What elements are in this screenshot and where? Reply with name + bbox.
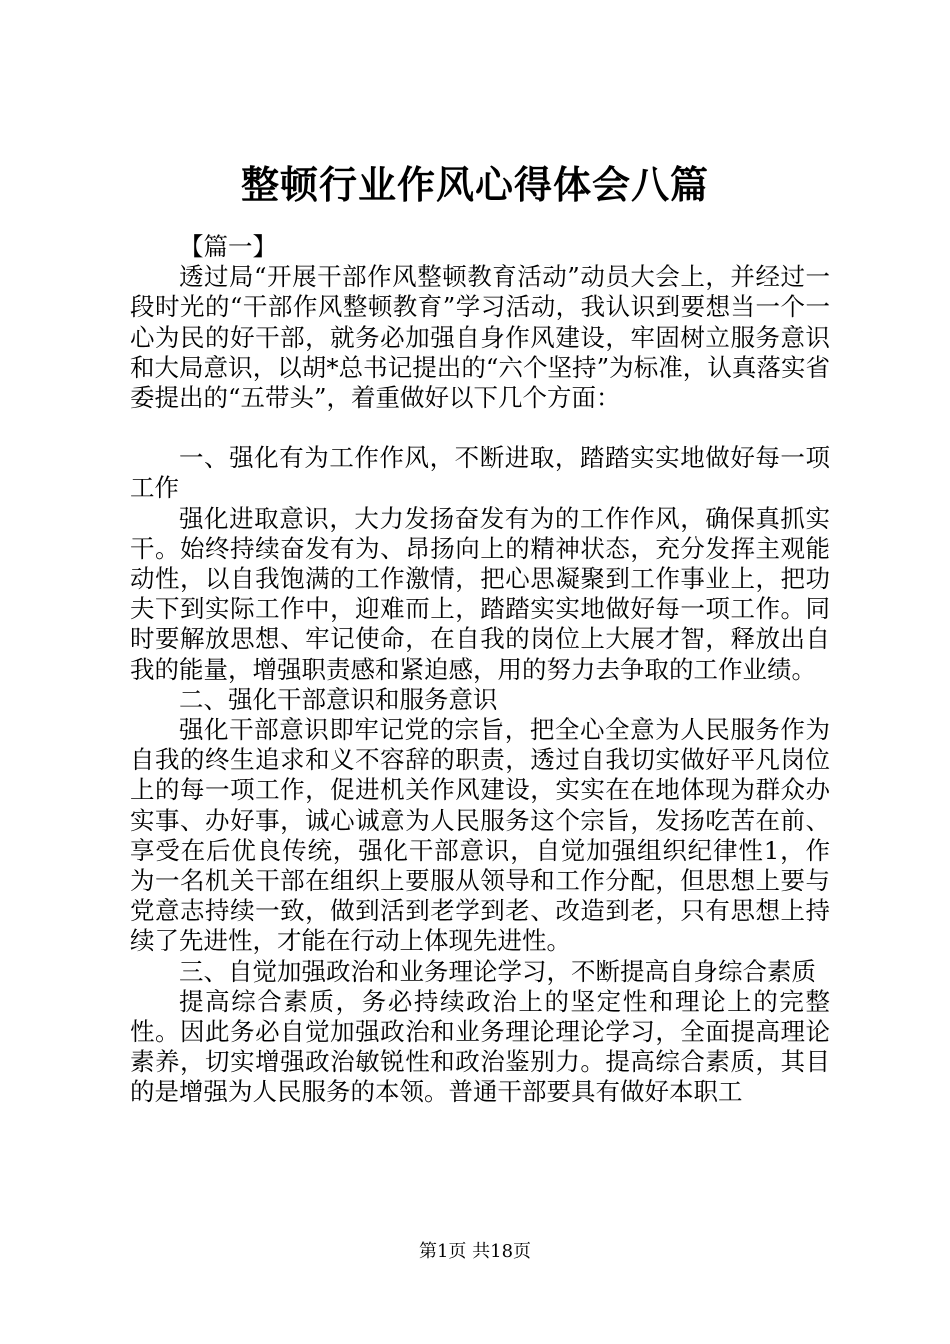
paragraph: 透过局“开展干部作风整顿教育活动”动员大会上，并经过一段时光的“干部作风整顿教育”学习活动，我认识到要想当一个一心为民的好干部，就务必加强自身作风建设，牢固树立服务意识和大局意识，以胡*总书记提出的“六个坚持”为标准，认真落实省委提出的“五带头”，着重做好以下几个方面： — [130, 262, 830, 413]
section-heading: 一、强化有为工作作风，不断进取，踏踏实实地做好每一项工作 — [130, 443, 830, 503]
paragraph: 强化进取意识，大力发扬奋发有为的工作作风，确保真抓实干。始终持续奋发有为、昂扬向上的精神状态，充分发挥主观能动性，以自我饱满的工作激情，把心思凝聚到工作事业上，把功夫下到实际工作中，迎难而上，踏踏实实地做好每一项工作。同时要解放思想、牢记使命，在自我的岗位上大展才智，释放出自我的能量，增强职责感和紧迫感，用的努力去争取的工作业绩。 — [130, 503, 830, 684]
document-title: 整顿行业作风心得体会八篇 — [240, 162, 709, 207]
paragraph: 提高综合素质，务必持续政治上的坚定性和理论上的完整性。因此务必自觉加强政治和业务理论理论学习，全面提高理论素养，切实增强政治敏锐性和政治鉴别力。提高综合素质，其目的是增强为人民服务的本领。普通干部要具有做好本职工 — [130, 986, 830, 1107]
section-label: 【篇一】 — [179, 232, 277, 261]
document-body — [130, 232, 830, 1108]
section-heading: 二、强化干部意识和服务意识 — [179, 684, 498, 714]
page-footer: 第1页 共18页 — [418, 1241, 532, 1262]
paragraph: 强化干部意识即牢记党的宗旨，把全心全意为人民服务作为自我的终生追求和义不容辞的职责，透过自我切实做好平凡岗位上的每一项工作，促进机关作风建设，实实在在地体现为群众办实事、办好事，诚心诚意为人民服务这个宗旨，发扬吃苦在前、享受在后优良传统，强化干部意识，自觉加强组织纪律性1，作为一名机关干部在组织上要服从领导和工作分配，但思想上要与党意志持续一致，做到活到老学到老、改造到老，只有思想上持续了先进性，才能在行动上体现先进性。 — [130, 715, 830, 956]
section-heading: 三、自觉加强政治和业务理论学习，不断提高自身综合素质 — [179, 956, 816, 986]
